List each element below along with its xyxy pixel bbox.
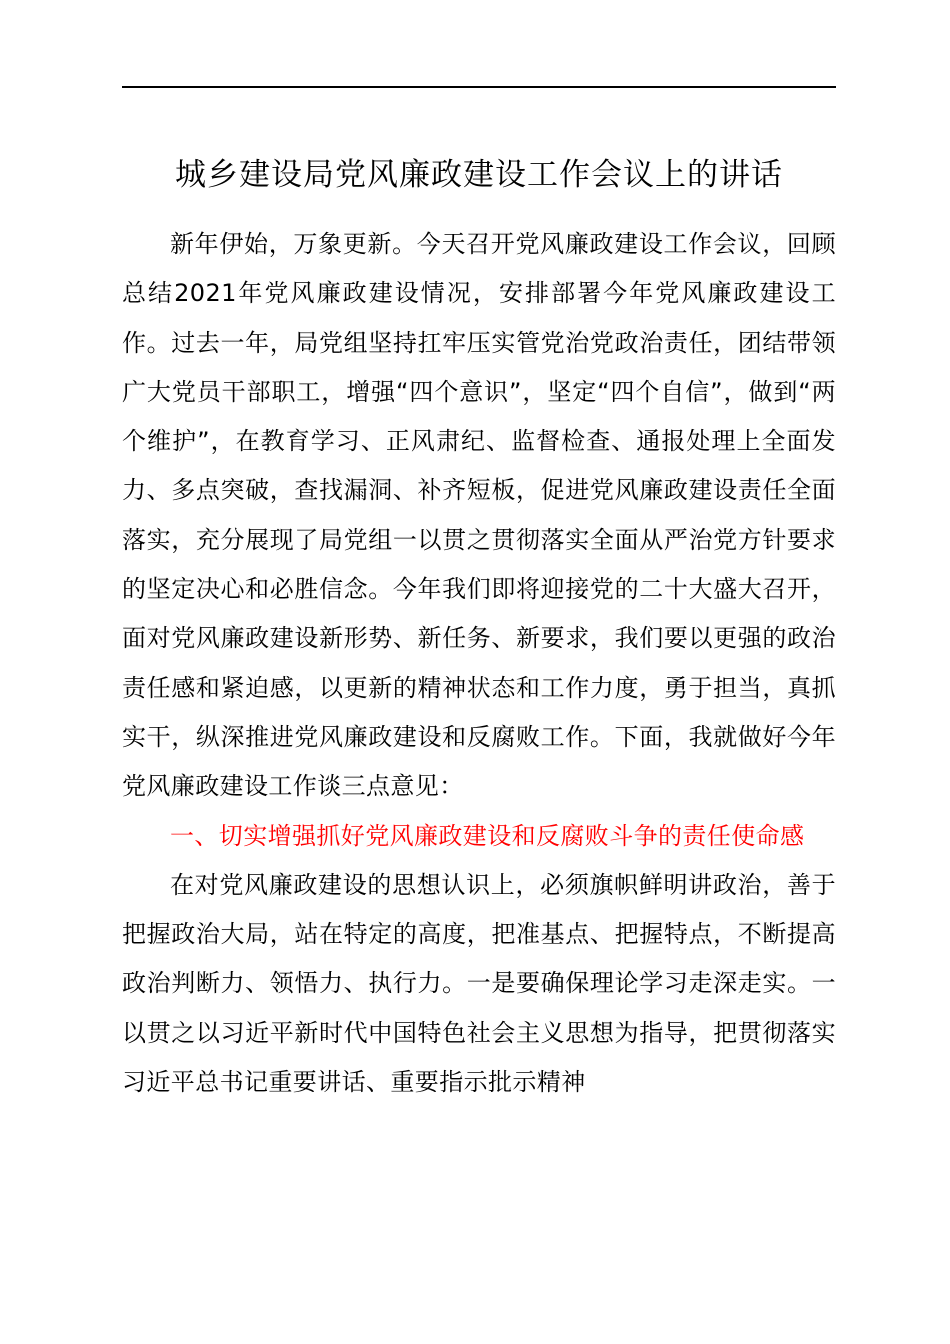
document-body	[122, 220, 836, 1107]
header-rule	[122, 86, 836, 88]
intro-paragraph: 新年伊始，万象更新。今天召开党风廉政建设工作会议，回顾总结2021年党风廉政建设情况，安排部署今年党风廉政建设工作。过去一年，局党组坚持扛牢压实管党治党政治责任，团结带领广大党员干部职工，增强“四个意识”，坚定“四个自信”，做到“两个维护”，在教育学习、正风肃纪、监督检查、通报处理上全面发力、多点突破，查找漏洞、补齐短板，促进党风廉政建设责任全面落实，充分展现了局党组一以贯之贯彻落实全面从严治党方针要求的坚定决心和必胜信念。今年我们即将迎接党的二十大盛大召开，面对党风廉政建设新形势、新任务、新要求，我们要以更强的政治责任感和紧迫感，以更新的精神状态和工作力度，勇于担当，真抓实干，纵深推进党风廉政建设和反腐败工作。下面，我就做好今年党风廉政建设工作谈三点意见：	[122, 230, 837, 801]
section-heading-1: 一、切实增强抓好党风廉政建设和反腐败斗争的责任使命感	[170, 821, 805, 850]
document-title: 城乡建设局党风廉政建设工作会议上的讲话	[175, 157, 783, 193]
section-1-paragraph: 在对党风廉政建设的思想认识上，必须旗帜鲜明讲政治，善于把握政治大局，站在特定的高度，把准基点、把握特点，不断提高政治判断力、领悟力、执行力。一是要确保理论学习走深走实。一以贯之以习近平新时代中国特色社会主义思想为指导，把贯彻落实习近平总书记重要讲话、重要指示批示精神	[122, 870, 836, 1097]
